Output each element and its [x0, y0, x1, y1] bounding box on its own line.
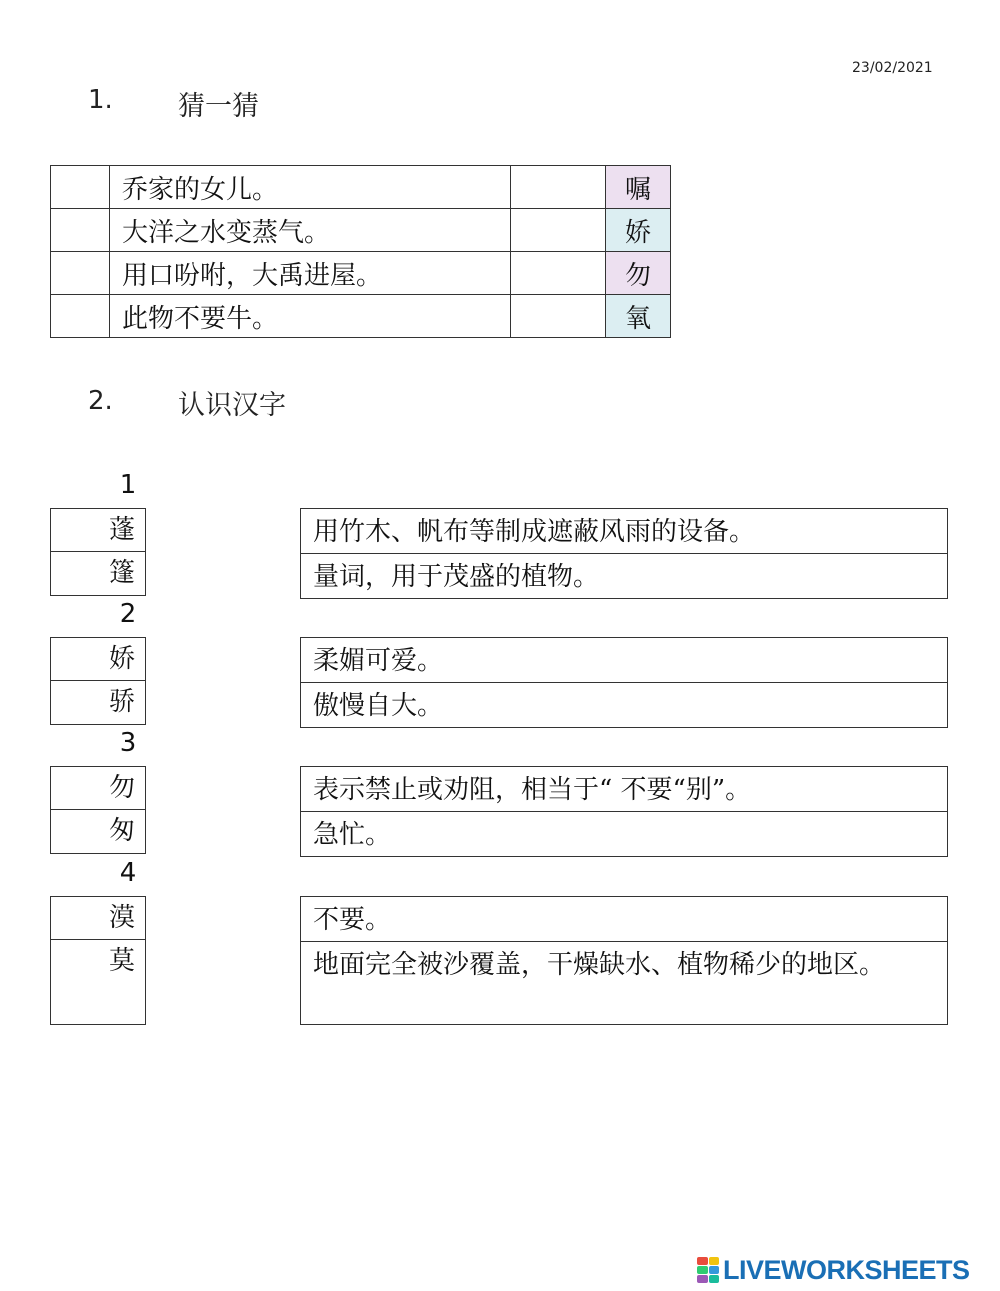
riddle-clue: 乔家的女儿。: [110, 166, 511, 209]
definition-list: [300, 508, 948, 599]
riddle-blank[interactable]: [511, 166, 606, 209]
riddle-clue: 用口吩咐，大禹进屋。: [110, 252, 511, 295]
definition-item[interactable]: 不要。: [301, 897, 947, 942]
section-1-number: 1.: [88, 85, 113, 115]
char-item[interactable]: 莫: [108, 946, 135, 976]
riddle-row: [51, 209, 671, 252]
liveworksheets-logo: [697, 1255, 970, 1285]
riddle-row: [51, 166, 671, 209]
date-text: 23/02/2021: [852, 60, 933, 76]
riddle-option[interactable]: 娇: [606, 209, 671, 252]
section-2-title: 认识汉字: [178, 390, 286, 421]
riddle-option[interactable]: 嘱: [606, 166, 671, 209]
group-number: 2: [119, 599, 137, 629]
riddle-row: [51, 252, 671, 295]
definition-item[interactable]: 急忙。: [313, 820, 392, 850]
group-number: 1: [119, 470, 137, 500]
definition-list: [300, 896, 948, 1025]
definition-item[interactable]: 柔媚可爱。: [301, 638, 947, 683]
group-number: 4: [119, 858, 137, 888]
char-item[interactable]: 漠: [51, 897, 145, 940]
riddle-answer-slot[interactable]: [51, 295, 110, 338]
riddle-row: [51, 295, 671, 338]
riddle-answer-slot[interactable]: [51, 166, 110, 209]
definition-list: [300, 637, 948, 728]
riddle-blank[interactable]: [511, 209, 606, 252]
section-1-title: 猜一猜: [178, 91, 259, 122]
liveworksheets-icon: [697, 1257, 719, 1283]
definition-item[interactable]: 地面完全被沙覆盖，干燥缺水、植物稀少的地区。: [313, 950, 886, 980]
char-item[interactable]: 篷: [108, 558, 135, 588]
char-item[interactable]: 骄: [108, 687, 135, 717]
definition-item[interactable]: 用竹木、帆布等制成遮蔽风雨的设备。: [301, 509, 947, 554]
riddle-blank[interactable]: [511, 295, 606, 338]
group-number: 3: [119, 728, 137, 758]
definition-item[interactable]: 表示禁止或劝阻，相当于“ 不要“别”。: [301, 767, 947, 812]
riddle-answer-slot[interactable]: [51, 252, 110, 295]
riddle-answer-slot[interactable]: [51, 209, 110, 252]
char-list: [50, 896, 146, 1025]
definition-item[interactable]: 傲慢自大。: [313, 691, 444, 721]
riddle-table: [50, 165, 671, 338]
logo-text: LIVEWORKSHEETS: [723, 1254, 970, 1285]
definition-item[interactable]: 量词，用于茂盛的植物。: [313, 562, 600, 592]
char-item[interactable]: 匆: [108, 816, 135, 846]
riddle-blank[interactable]: [511, 252, 606, 295]
char-list: [50, 766, 146, 854]
char-list: [50, 637, 146, 725]
definition-list: [300, 766, 948, 857]
char-item[interactable]: 娇: [51, 638, 145, 681]
char-list: [50, 508, 146, 596]
char-item[interactable]: 蓬: [51, 509, 145, 552]
riddle-clue: 此物不要牛。: [110, 295, 511, 338]
section-2-number: 2.: [88, 386, 113, 416]
riddle-option[interactable]: 勿: [606, 252, 671, 295]
riddle-clue: 大洋之水变蒸气。: [110, 209, 511, 252]
riddle-option[interactable]: 氧: [606, 295, 671, 338]
char-item[interactable]: 勿: [51, 767, 145, 810]
